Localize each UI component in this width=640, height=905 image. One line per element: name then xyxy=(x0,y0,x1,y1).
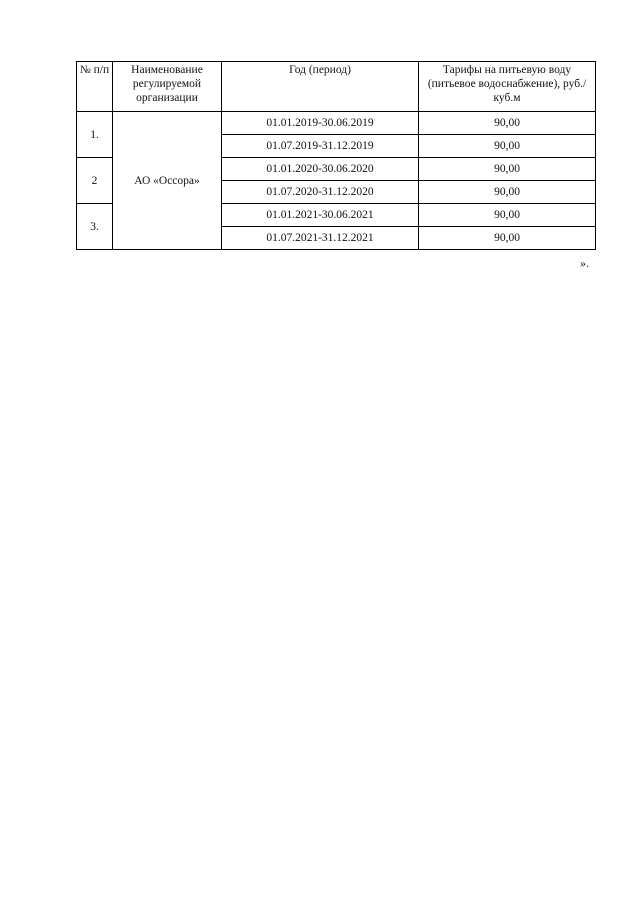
closing-quote-mark: ». xyxy=(580,256,589,270)
organization-name: АО «Оссора» xyxy=(113,112,222,250)
header-period: Год (период) xyxy=(222,62,419,112)
row-number: 1. xyxy=(77,112,113,158)
header-tariff: Тарифы на питьевую воду (питьевое водоснабжение), руб./куб.м xyxy=(419,62,596,112)
tariff-cell: 90,00 xyxy=(419,204,596,227)
tariff-cell: 90,00 xyxy=(419,135,596,158)
period-cell: 01.01.2019-30.06.2019 xyxy=(222,112,419,135)
period-cell: 01.07.2021-31.12.2021 xyxy=(222,227,419,250)
table-header-row xyxy=(77,62,596,112)
tariff-cell: 90,00 xyxy=(419,227,596,250)
tariff-cell: 90,00 xyxy=(419,158,596,181)
row-number: 3. xyxy=(77,204,113,250)
header-number: № п/п xyxy=(77,62,113,112)
period-cell: 01.01.2021-30.06.2021 xyxy=(222,204,419,227)
tariff-table xyxy=(76,61,596,250)
period-cell: 01.07.2020-31.12.2020 xyxy=(222,181,419,204)
header-organization: Наименование регулируемой организации xyxy=(113,62,222,112)
table-row xyxy=(77,112,596,135)
tariff-cell: 90,00 xyxy=(419,181,596,204)
period-cell: 01.07.2019-31.12.2019 xyxy=(222,135,419,158)
period-cell: 01.01.2020-30.06.2020 xyxy=(222,158,419,181)
tariff-cell: 90,00 xyxy=(419,112,596,135)
row-number: 2 xyxy=(77,158,113,204)
